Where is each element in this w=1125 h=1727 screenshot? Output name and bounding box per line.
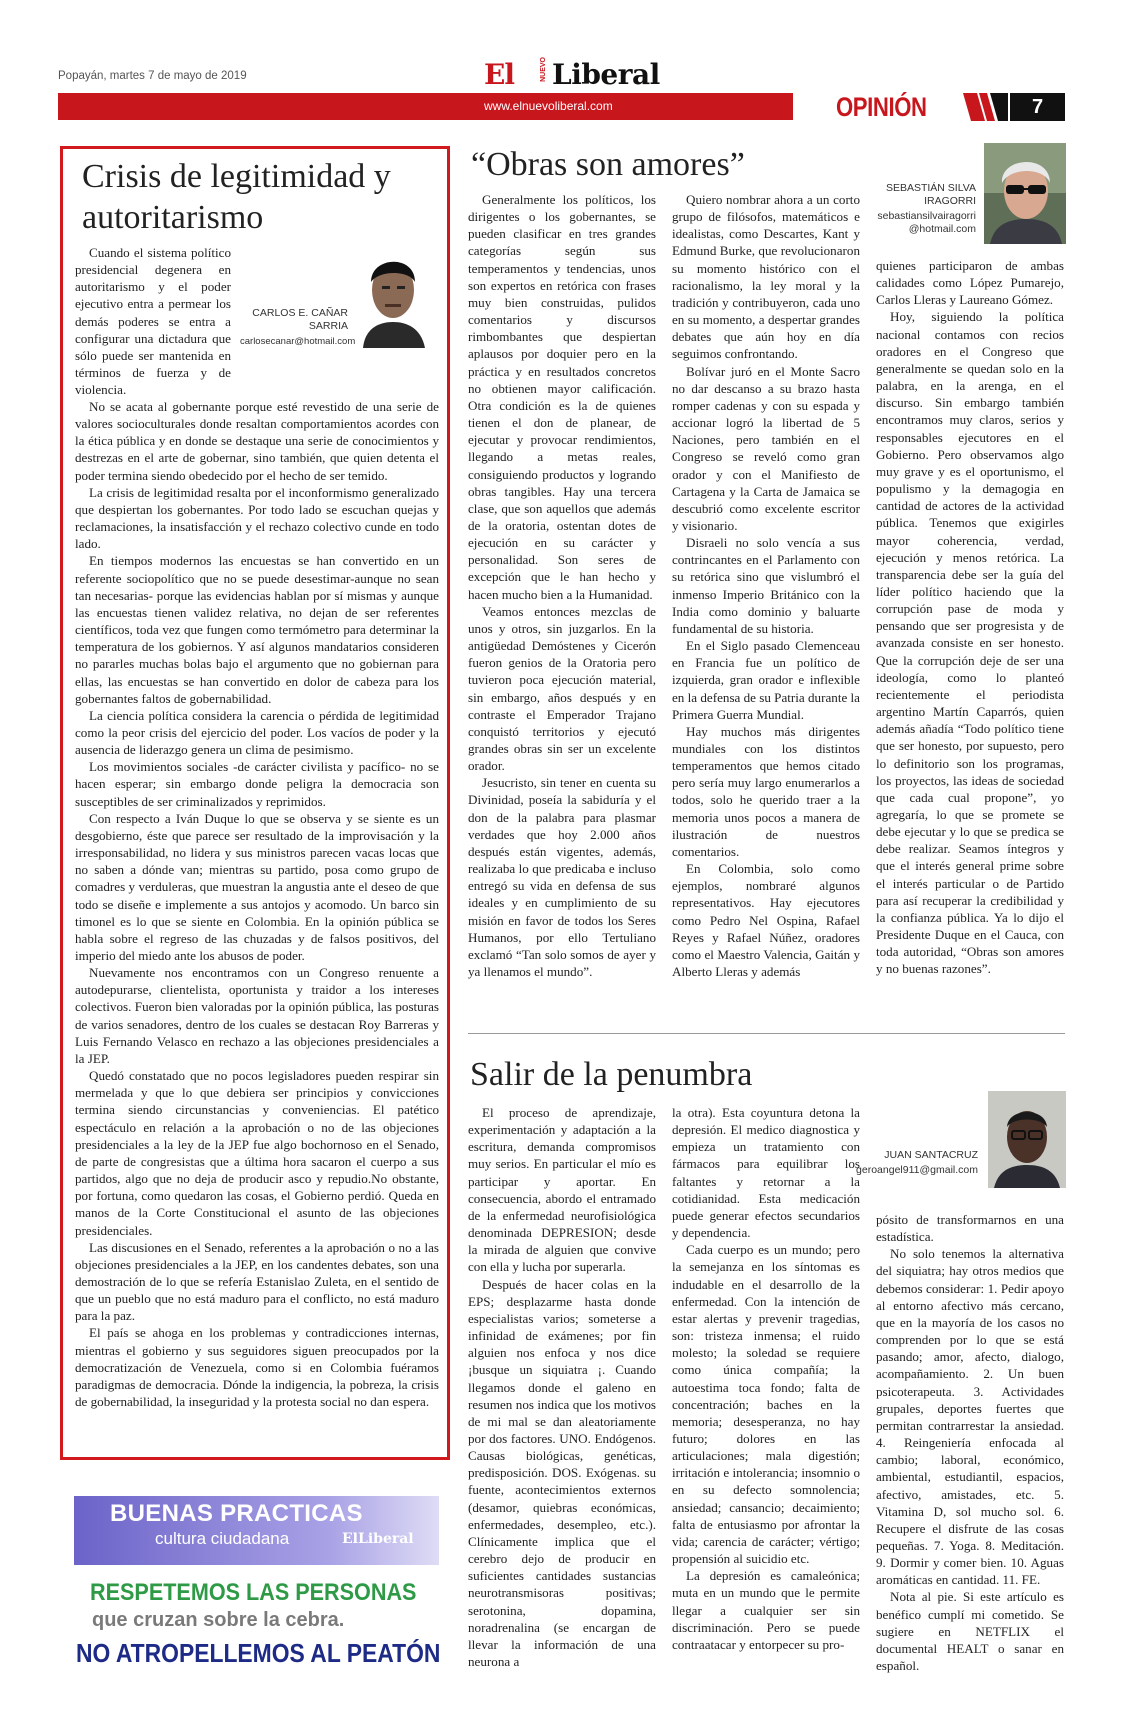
- paragraph: En Colombia, solo como ejemplos, nombraré algunos representativos. Hay ejecutores como Pedro Nel Ospina, Rafael Reyes y Rafael Núñez, oradores como el Maestro Valencia, Gaitán y Alberto Lleras y además: [672, 861, 860, 980]
- article-intro: Cuando el sistema político presidencial degenera en autoritarismo y el poder ejecutivo entra a permear los demás poderes se entra a configurar una dictadura que sólo puede ser mantenida en términos de fuerza y de violencia.: [75, 245, 231, 398]
- paragraph: Bolívar juró en el Monte Sacro no dar descanso a su brazo hasta romper cadenas y con su espada y accionar logró la libertad de 5 Naciones, pero también en el Congreso se reveló como gran orador y con el Manifiesto de Cartagena y la Carta de Jamaica se descubrió como excelente escritor y visionario.: [672, 363, 860, 533]
- logo-liberal: Liberal: [552, 58, 660, 91]
- article-title: Crisis de legitimidad y autoritarismo: [82, 158, 391, 236]
- author-name: SEBASTIÁN SILVA IRAGORRI: [885, 182, 976, 207]
- author-photo: [355, 244, 432, 348]
- author-email[interactable]: sebastiansilvairagorri@hotmail.com: [877, 210, 976, 235]
- paragraph: En tiempos modernos las encuestas se han convertido en un referente sociopolítico que no se puede desestimar-aunque no sean tan necesarias- porque las evidencias hablan por sí mismas y aunque las encuestas tienen validez relativa, no dejan de ser referentes científicos, toda vez que fungen como termómetro para determinar la temperatura de los gobiernos. Y así algunos mandatarios consideren no pararles muchas bolas bajo el argumento que no gobiernan para ellas, las encuestas se han convertido en dolor de cabeza para los gobernantes faltos de gobernabilidad.: [75, 553, 439, 706]
- paragraph: Hoy, siguiendo la política nacional contamos con recios oradores en el Congreso que generalmente se quedan solo en la palabra, en la arenga, en el discurso. Sin embargo también encontramos muy claros, serios y responsables ejecutores en el Gobierno. Pero observamos algo muy grave y es el oportunismo, el populismo y la demagogia en cantidad de actores de la actividad pública. Tenemos que exigirles mayor coherencia, verdad, ejecución y menos retórica. La transparencia debe ser la guía del líder político haciendo que la corrupción pase de moda y pensando que ser progresista y de avanzada consiste en ser honesto. Que la corrupción deje de ser una ideología, como lo planteó recientemente el periodista argentino Martín Caparrós, quien además añadía “Todo político tiene que ser honesto, por supuesto, pero lo definitorio son los programas, los proyectos, las ideas de sociedad que cada cual propone”, yo agregaría, lo que se promete se debe ejecutar y lo que se predica se debe realizar. Seamos íntegros y que el interés general prime sobre el interés particular o de Partido para así recuperar la credibilidad y la confianza pública. Ya lo dijo el Presidente Duque en el Cauca, con toda autoridad, “Obras son amores y no buenas razones”.: [876, 309, 1064, 977]
- author-name: JUAN SANTACRUZ: [884, 1149, 978, 1161]
- article-body: [75, 398, 439, 1410]
- page-number: 7: [1010, 93, 1065, 121]
- paragraph: No se acata al gobernante porque esté revestido de una serie de valores socioculturales donde resaltan comportamientos acordes con la ética pública y en donde se destaque una serie de conocimientos y destrezas en el arte de gobernar, sino también, que quien detenta el poder termina siendo obedecido por el hecho de ser temido.: [75, 399, 439, 483]
- logo-nuevo: NUEVO: [540, 57, 547, 82]
- issue-date: Popayán, martes 7 de mayo de 2019: [58, 70, 247, 82]
- ad-line-3: NO ATROPELLEMOS AL PEATÓN: [76, 1638, 441, 1668]
- ad-line-2: que cruzan sobre la cebra.: [92, 1609, 345, 1631]
- paragraph: Las discusiones en el Senado, referentes a la aprobación o no a las objeciones presidenciales a la JEP, en los candentes debates, son una demostración de lo que se refería Estanislao Zuleta, en el sentido de que un pueblo que no está maduro para el conflicto, no está maduro para la paz.: [75, 1239, 439, 1324]
- divider: [468, 1033, 1065, 1034]
- article-column: [468, 191, 656, 980]
- paragraph: En el Siglo pasado Clemenceau en Francia fue un político de izquierda, gran orador e inflexible en la defensa de su Patria durante la Primera Guerra Mundial.: [672, 638, 860, 722]
- paragraph: quienes participaron de ambas calidades como López Pumarejo, Carlos Lleras y Laureano Gómez.: [876, 258, 1064, 308]
- author-photo: [984, 143, 1066, 244]
- paragraph: El país se ahoga en los problemas y contradicciones internas, mientras el gobierno y sus seguidores siguen preocupados por la democratización de Venezuela, como si en Colombia fuéramos paradigmas de democracia. Dónde la indigencia, la pobreza, la crisis de gobernabilidad, la inseguridad y la protesta social no dan espera.: [75, 1325, 439, 1410]
- paragraph: Generalmente los políticos, los dirigentes o los gobernantes, se pueden clasificar en tres grandes categorías según sus temperamentos y tendencias, unos son expertos en retórica con frases muy bien construidas, pulidos comentarios y discursos rimbombantes que despiertan aplausos por doquier pero en la práctica y en resultados concretos no obtienen mayor calificación. Otra condición es la de quienes tienen el don de planear, de ejecutar y provocar rendimientos, llegando a metas reales, consiguiendo productos y logrando obras tangibles. Hay una tercera clase, que son aquellos que además de la oratoria, ostentan dotes de ejecución en su carácter y personalidad. Son seres de excepción que le han hecho y hacen mucho bien a la Humanidad.: [468, 192, 656, 602]
- article-column: [876, 1211, 1064, 1674]
- section-title: OPINIÓN: [836, 92, 927, 122]
- paragraph: Quiero nombrar ahora a un corto grupo de filósofos, matemáticos e idealistas, como Descartes, Kant y Edmund Burke, que revolucionaron su momento histórico con el racionalismo, la ley moral y la tradición y contribuyeron, cada uno en su momento, a despertar grandes debates que aún hoy en día seguimos confrontando.: [672, 192, 860, 362]
- paragraph: Quedó constatado que no pocos legisladores pueden respirar sin mermelada y que lo que debiera ser principios y convicciones termina siendo circunstancias y conveniencias. El patético espectáculo en relación a la aprobación o no de las objeciones presidenciales a la ley de la JEP fue algo bochornoso en el Senado, de parte de congresistas que a última hora sacaron el cuerpo a sus partidos, algo que no deja de producir asco y repudio.No obstante, por fortuna, como quedaron las cosas, el Gobierno perdió. Queda en manos de la Corte Constitucional el asunto de las objeciones presidenciales.: [75, 1068, 439, 1238]
- paragraph: Disraeli no solo vencía a sus contrincantes en el Parlamento con su retórica sino que vislumbró el inmenso Imperio Británico con la India como dominio y baluarte fundamental de su historia.: [672, 535, 860, 636]
- author-name: CARLOS E. CAÑAR SARRIA: [252, 307, 348, 332]
- paragraph: la otra). Esta coyuntura detona la depresión. El medico diagnostica y empieza un tratamiento con fármacos para equilibrar los faltantes y retornar a la cotidianidad. Esta medicación puede generar efectos secundarios y dependencia.: [672, 1105, 860, 1241]
- paragraph: Nuevamente nos encontramos con un Congreso renuente a autodepurarse, clientelista, oportunista y traidor a los intereses colectivos. Fueron bien valoradas por la opinión pública, las posturas de varios senadores, dentro de los cuales se destacan Roy Barreras y Luis Fernando Velasco en rechazo a las objeciones presidenciales a la JEP.: [75, 965, 439, 1066]
- paragraph: No solo tenemos la alternativa del siquiatra; hay otros medios que debemos considerar: 1. Pedir apoyo al entorno afectivo más cercano, que en la mayoría de los casos no comprenden por lo que se está pasando; amor, afecto, dialogo, acompañamiento. 2. Un buen psicoterapeuta. 3. Actividades grupales, deportes fuertes que permitan contrarrestar la ansiedad. 4. Reingeniería enfocada al cambio; laboral, económico, ambiental, estudiantil, espacios, afectivo, amistades, etc. 5. Vitamina D, sol mucho sol. 6. Recupere el disfrute de las cosas pequeñas. 7. Yoga. 8. Meditación. 9. Dormir y comer bien. 10. Aguas aromáticas en cantidad. 11. FE.: [876, 1246, 1064, 1588]
- paragraph: Hay muchos más dirigentes mundiales con los distintos temperamentos que hemos citado pero sería muy largo enumerarlos a todos, solo he querido traer a la memoria unos pocos a manera de ilustración de nuestros comentarios.: [672, 723, 860, 859]
- ad-title: BUENAS PRACTICAS: [110, 1500, 363, 1527]
- paragraph: La crisis de legitimidad resalta por el inconformismo generalizado que despiertan los gobernantes. Por todo lado se escuchan quejas y reclamaciones, la insatisfacción y el rechazo colectivo cunde en todo lado.: [75, 484, 439, 552]
- paragraph: Cada cuerpo es un mundo; pero la semejanza en los síntomas es indudable en el desarrollo de la enfermedad. Con la intención de estar alertas y prevenir tragedias, son: tristeza inmensa; el ruido molesto; la soledad se requiere como única compañía; la autoestima toca fondo; falta de concentración; baches en la memoria; desesperanza, no hay futuro; dolores en las articulaciones; mala digestión; irritación e intolerancia; insomnio o en su defecto somnolencia; ansiedad; cansancio; decaimiento; falta de entusiasmo por afrontar la vida; carencia de carácter; vértigo; propensión al suicidio etc.: [672, 1242, 860, 1567]
- article-column: [468, 1104, 656, 1670]
- article-column: [876, 257, 1064, 978]
- article-column: [672, 1104, 860, 1653]
- paragraph: Los movimientos sociales -de carácter civilista y pacífico- no se hacen esperar; sin embargo donde peligra la democracia son susceptibles de ser criminalizados y reprimidos.: [75, 759, 439, 809]
- paragraph: Después de hacer colas en la EPS; desplazarme hasta donde especialistas varios; someterse a infinidad de exámenes; por fin alguien nos enfoca y nos dice ¡busque un siquiatra ¡. Cuando llegamos donde el galeno en resumen nos indica que los motivos de mi mal se dan aleatoriamente por dos factores. UNO. Endógenos. Causas biológicas, genéticas, predisposición. DOS. Exógenas. su fuente, acontecimientos externos (desamor, quiebras económicas, enfermedades, desempleo, etc.). Clínicamente implica que el cerebro dejo de producir en suficientes cantidades sustancias neurotransmisoras positivas; serotonina, dopamina, noradrenalina (se encargan de llevar la información de una neurona a: [468, 1276, 656, 1669]
- article-title: Salir de la penumbra: [470, 1056, 753, 1093]
- article-column: [672, 191, 860, 980]
- article-title: “Obras son amores”: [471, 146, 745, 183]
- ad-line-1: RESPETEMOS LAS PERSONAS: [90, 1579, 417, 1606]
- ad-logo: ElLiberal: [342, 1531, 414, 1547]
- section-stripes-icon: [963, 93, 1008, 121]
- paragraph: La ciencia política considera la carencia o pérdida de legitimidad como la peor crisis del ejercicio del poder. Los vacíos de poder y la ausencia de liderazgo genera un clima de pesimismo.: [75, 707, 439, 758]
- paragraph: El proceso de aprendizaje, experimentación y adaptación a la escritura, demanda compromisos muy serios. En particular el mío es participar y aportar. En consecuencia, abordo el entramado de la enfermedad neurofisiológica denominada DEPRESION; desde la mirada de alguien que convive con ella y lucha por superarla.: [468, 1105, 656, 1275]
- paragraph: Nota al pie. Si este artículo es benéfico cumplí mi cometido. Se sugiere en NETFLIX el documental HEALT o sanar en español.: [876, 1589, 1064, 1674]
- website-url[interactable]: www.elnuevoliberal.com: [484, 99, 613, 113]
- paragraph: pósito de transformarnos en una estadística.: [876, 1212, 1064, 1245]
- paragraph: La depresión es camaleónica; muta en un mundo que le permite llegar a cualquier ser sin discriminación. Pero se puede contraatacar y entorpecer su pro-: [672, 1568, 860, 1652]
- paragraph: Con respecto a Iván Duque lo que se observa y se siente es un desgobierno, éste que parece ser resultado de la improvisación y la irresponsabilidad, no lidera y sus ministros parecen vacas locas que no saben a dónde van; mientras su partido, posa como grupo de comadres y verduleras, que muestran la angustia ante el deseo de que todo se diseñe e implemente a sus antojos y acomodo. Un barco sin timonel es lo que se siente en Colombia. En la opinión pública se habla sobre el regreso de las chuzadas y de falsos positivos, del imperio del miedo ante los abusos de poder.: [75, 810, 439, 963]
- logo-el: El: [484, 58, 514, 91]
- paragraph: Jesucristo, sin tener en cuenta su Divinidad, poseía la sabiduría y el don de la palabra para plasmar verdades que hoy 2.000 años después están vigentes, además, realizaba lo que predicaba e incluso entregó su vida en defensa de sus ideales y en cumplimiento de su misión en favor de todos los Seres Humanos, por ello Tertuliano exclamó “Tan solo somos de ayer y ya llenamos el mundo”.: [468, 775, 656, 980]
- author-email[interactable]: geroangel911@gmail.com: [856, 1164, 978, 1176]
- paragraph: Veamos entonces mezclas de unos y otros, sin juzgarlos. En la antigüedad Demóstenes y Cicerón fueron genios de la Oratoria pero tuvieron poca ejecución material, sin embargo, años después y en contraste el Emperador Trajano conquistó territorios y ejecutó grandes obras sin ser un excelente orador.: [468, 603, 656, 774]
- header-red-bar: [58, 93, 793, 120]
- author-email[interactable]: carlosecanar@hotmail.com: [240, 336, 356, 347]
- ad-subtitle: cultura ciudadana: [155, 1529, 290, 1548]
- author-photo: [988, 1091, 1066, 1188]
